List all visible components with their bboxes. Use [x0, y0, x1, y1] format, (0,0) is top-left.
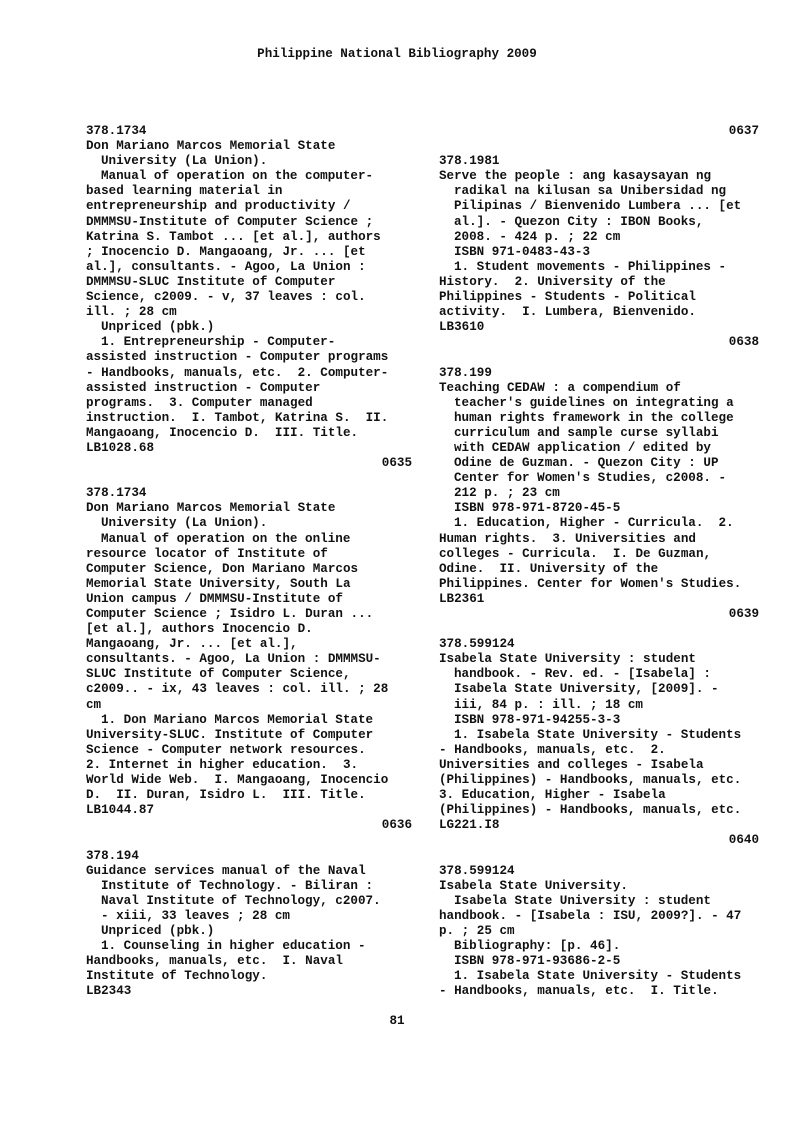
- entry-line: curriculum and sample curse syllabi: [454, 425, 719, 440]
- entry-line: SLUC Institute of Computer Science,: [86, 667, 351, 682]
- entry-line: Institute of Technology.: [86, 969, 268, 984]
- entry-line: colleges - Curricula. I. De Guzman,: [439, 546, 712, 561]
- entry-line: 3. Education, Higher - Isabela: [439, 788, 666, 803]
- entry-line: Science - Computer network resources.: [86, 742, 366, 757]
- entry-line: [et al.], authors Inocencio D.: [86, 622, 313, 637]
- entry-line: Odine. II. University of the: [439, 561, 659, 576]
- entry-line: 1. Counseling in higher education -: [101, 939, 366, 954]
- entry-line: 2008. - 424 p. ; 22 cm: [454, 229, 621, 244]
- entry-line: 1. Isabela State University - Students: [454, 727, 742, 742]
- entry-line: Memorial State University, South La: [86, 576, 351, 591]
- entry-line: activity. I. Lumbera, Bienvenido.: [439, 305, 696, 320]
- entry-line: Union campus / DMMMSU-Institute of: [86, 591, 343, 606]
- entry-line: 378.1734: [86, 124, 147, 138]
- entry-line: with CEDAW application / edited by: [454, 440, 711, 455]
- entry-line: Center for Women's Studies, c2008. -: [454, 471, 727, 486]
- entry-line: World Wide Web. I. Mangaoang, Inocencio: [86, 773, 389, 788]
- entry-line: 378.194: [86, 848, 139, 863]
- entry-line: Human rights. 3. Universities and: [439, 531, 696, 546]
- entry-line: LB1028.68: [86, 440, 155, 455]
- entry-line: Unpriced (pbk.): [101, 923, 215, 938]
- entry-line: 1. Education, Higher - Curricula. 2.: [454, 516, 734, 531]
- entry-line: 378.1734: [86, 486, 147, 501]
- entry-line: cm: [86, 697, 102, 712]
- entry-line: ill. ; 28 cm: [86, 305, 177, 320]
- entry-line: LB3610: [439, 320, 485, 335]
- entry-line: Isabela State University, [2009]. -: [454, 682, 719, 697]
- entry-number: 0637: [728, 124, 759, 138]
- entry-line: - Handbooks, manuals, etc. I. Title.: [439, 984, 719, 999]
- entry-line: - Handbooks, manuals, etc. 2. Computer-: [86, 365, 389, 380]
- entry-line: al.]. - Quezon City : IBON Books,: [454, 214, 704, 229]
- entry-line: (Philippines) - Handbooks, manuals, etc.: [439, 773, 742, 788]
- entry-line: DMMMSU-SLUC Institute of Computer: [86, 274, 336, 289]
- entry-line: instruction. I. Tambot, Katrina S. II.: [86, 410, 389, 425]
- entry-line: University (La Union).: [101, 516, 268, 531]
- entry-line: LB1044.87: [86, 803, 155, 818]
- entry-line: History. 2. University of the: [439, 274, 666, 289]
- entry-line: - xiii, 33 leaves ; 28 cm: [101, 908, 290, 923]
- entry-line: consultants. - Agoo, La Union : DMMMSU-: [86, 652, 381, 667]
- entry-line: 1. Isabela State University - Students: [454, 969, 742, 984]
- entry-line: Guidance services manual of the Naval: [86, 863, 366, 878]
- entry-line: (Philippines) - Handbooks, manuals, etc.: [439, 803, 742, 818]
- page-number: 81: [389, 1014, 405, 1028]
- entry-line: resource locator of Institute of: [86, 546, 328, 561]
- entry-number: 0640: [728, 833, 759, 848]
- entry-number: 0636: [381, 818, 412, 833]
- entry-spacer: [439, 849, 759, 864]
- entry-line: ISBN 978-971-93686-2-5: [454, 954, 621, 969]
- left-column: [86, 124, 412, 999]
- entry-line: ISBN 971-0483-43-3: [454, 244, 591, 259]
- entry-line: Handbooks, manuals, etc. I. Naval: [86, 954, 343, 969]
- entry-line: assisted instruction - Computer: [86, 380, 321, 395]
- entry-line: Isabela State University : student: [454, 893, 711, 908]
- entry-line: al.], consultants. - Agoo, La Union :: [86, 259, 366, 274]
- entry-spacer: [86, 833, 412, 848]
- entry-line: Don Mariano Marcos Memorial State: [86, 139, 336, 154]
- entry-line: 378.599124: [439, 637, 515, 652]
- entry-line: 378.599124: [439, 863, 515, 878]
- running-title: Philippine National Bibliography 2009: [257, 47, 537, 61]
- entry-line: Bibliography: [p. 46].: [454, 939, 621, 954]
- entry-line: 1. Student movements - Philippines -: [454, 259, 727, 274]
- entry-line: Institute of Technology. - Biliran :: [101, 878, 374, 893]
- entry-line: Manual of operation on the computer-: [101, 169, 374, 184]
- entry-spacer: [86, 471, 412, 486]
- entry-line: Odine de Guzman. - Quezon City : UP: [454, 456, 719, 471]
- entry-line: Manual of operation on the online: [101, 531, 351, 546]
- entry-line: University (La Union).: [101, 154, 268, 169]
- entry-line: 378.1981: [439, 154, 500, 169]
- entry-line: 1. Entrepreneurship - Computer-: [101, 335, 336, 350]
- entry-spacer: [439, 139, 759, 154]
- entry-line: p. ; 25 cm: [439, 923, 515, 938]
- entry-line: Computer Science ; Isidro L. Duran ...: [86, 607, 374, 621]
- entry-number: 0635: [381, 456, 412, 471]
- entry-line: 378.199: [439, 365, 492, 380]
- entry-line: 212 p. ; 23 cm: [454, 486, 560, 501]
- entry-spacer: [439, 622, 759, 637]
- entry-line: Science, c2009. - v, 37 leaves : col.: [86, 290, 366, 305]
- entry-line: ISBN 978-971-8720-45-5: [454, 501, 621, 516]
- entry-line: Mangaoang, Jr. ... [et al.],: [86, 637, 298, 652]
- entry-line: - Handbooks, manuals, etc. 2.: [439, 742, 666, 757]
- entry-number: 0639: [728, 607, 759, 621]
- entry-line: handbook. - Rev. ed. - [Isabela] :: [454, 667, 711, 682]
- entry-line: Naval Institute of Technology, c2007.: [101, 893, 381, 908]
- entry-line: Unpriced (pbk.): [101, 320, 215, 335]
- entry-line: 1. Don Mariano Marcos Memorial State: [101, 712, 374, 727]
- entry-line: Universities and colleges - Isabela: [439, 757, 704, 772]
- entry-line: DMMMSU-Institute of Computer Science ;: [86, 214, 374, 229]
- entry-line: based learning material in: [86, 184, 283, 199]
- entry-line: Isabela State University : student: [439, 652, 696, 667]
- entry-line: assisted instruction - Computer programs: [86, 350, 389, 365]
- entry-line: Isabela State University.: [439, 878, 628, 893]
- entry-line: radikal na kilusan sa Unibersidad ng: [454, 184, 727, 199]
- entry-line: Katrina S. Tambot ... [et al.], authors: [86, 229, 381, 244]
- entry-line: Philippines. Center for Women's Studies.: [439, 576, 742, 591]
- entry-line: programs. 3. Computer managed: [86, 395, 313, 410]
- entry-line: iii, 84 p. : ill. ; 18 cm: [454, 697, 643, 712]
- entry-line: University-SLUC. Institute of Computer: [86, 727, 374, 742]
- entry-line: handbook. - [Isabela : ISU, 2009?]. - 47: [439, 908, 742, 923]
- entry-line: D. II. Duran, Isidro L. III. Title.: [86, 788, 366, 803]
- entry-line: entrepreneurship and productivity /: [86, 199, 351, 214]
- entry-line: human rights framework in the college: [454, 410, 734, 425]
- entry-line: Teaching CEDAW : a compendium of: [439, 380, 681, 395]
- entry-line: 2. Internet in higher education. 3.: [86, 757, 359, 772]
- entry-line: ; Inocencio D. Mangaoang, Jr. ... [et: [86, 244, 366, 259]
- entry-line: Don Mariano Marcos Memorial State: [86, 501, 336, 516]
- entry-line: ISBN 978-971-94255-3-3: [454, 712, 621, 727]
- entry-line: teacher's guidelines on integrating a: [454, 395, 734, 410]
- entry-spacer: [439, 350, 759, 365]
- entry-line: Pilipinas / Bienvenido Lumbera ... [et: [454, 199, 742, 214]
- right-column: [439, 124, 759, 999]
- entry-line: LB2361: [439, 591, 485, 606]
- entry-line: LB2343: [86, 984, 132, 999]
- entry-line: LG221.I8: [439, 818, 500, 833]
- entry-number: 0638: [728, 335, 759, 350]
- entry-line: Computer Science, Don Mariano Marcos: [86, 561, 359, 576]
- entry-line: c2009.. - ix, 43 leaves : col. ill. ; 28: [86, 682, 389, 697]
- entry-line: Mangaoang, Inocencio D. III. Title.: [86, 425, 359, 440]
- entry-line: Serve the people : ang kasaysayan ng: [439, 169, 712, 184]
- entry-line: Philippines - Students - Political: [439, 290, 696, 305]
